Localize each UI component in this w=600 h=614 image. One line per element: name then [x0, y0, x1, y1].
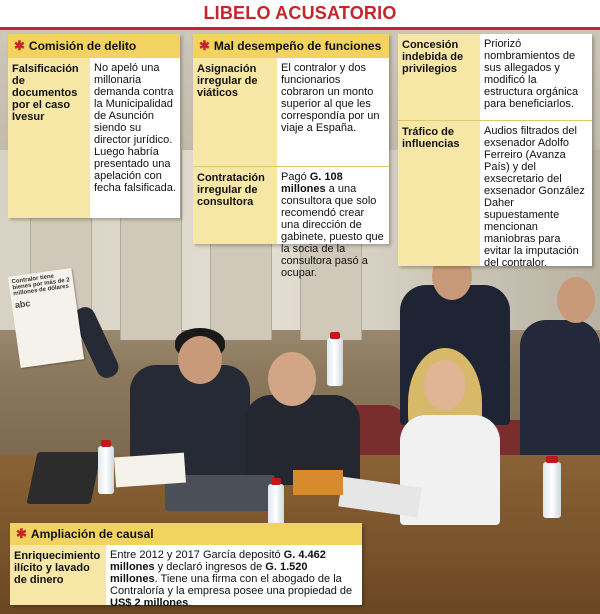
enriquecimiento-text-2: y declaró ingresos de	[154, 561, 266, 573]
page-title: LIBELO ACUSATORIO	[203, 3, 397, 23]
bottle-cap	[101, 440, 111, 447]
water-bottle	[543, 462, 561, 518]
viaticos-text: El contralor y dos funcionarios cobraron un monto superior al que les correspondía por un viaje a España.	[281, 62, 380, 134]
concesion-text: Priorizó nombramientos de sus allegados y modificó la estructura orgánica para beneficiarlos.	[484, 38, 579, 110]
mal-desempeno-header	[193, 34, 389, 58]
consultora-amount: G. 108 millones	[281, 171, 343, 195]
tablet	[26, 452, 101, 504]
enriquecimiento-label: Enriquecimiento ilícito y lavado de dinero	[10, 545, 106, 605]
consultora-text-post: a una consultora que solo recomendó crear una dirección de gabinete, puesto que la socia de la consultora pasó a ocupar.	[281, 183, 384, 279]
asterisk-icon: ✱	[14, 38, 25, 53]
mal-desempeno-header-text: Mal desempeño de funciones	[213, 39, 382, 53]
comision-box	[8, 34, 180, 218]
enriquecimiento-text-1: Entre 2012 y 2017 García depositó	[110, 549, 284, 561]
bottle-cap	[330, 332, 340, 339]
water-bottle	[98, 446, 114, 494]
concesion-box	[398, 34, 592, 269]
newspaper	[8, 268, 84, 368]
comision-header-text: Comisión de delito	[28, 39, 137, 53]
newspaper-masthead: abc	[14, 298, 31, 311]
ampliacion-header	[10, 523, 362, 545]
deposit-amount: G. 4.462 millones	[110, 549, 326, 573]
income-amount: G. 1.520 millones	[110, 561, 308, 585]
comision-label: Falsificación de documentos por el caso Ivesur	[8, 58, 90, 218]
newspaper-headline: Contralor tiene bienes por más de 2 millones de dólares	[11, 273, 71, 298]
asterisk-icon: ✱	[199, 38, 210, 53]
bottle-cap	[271, 478, 281, 485]
comision-header	[8, 34, 180, 58]
comision-text: No apeló una millonaria demanda contra la Municipalidad de Asunción siendo su director jurídico. Luego habría presentado una apelación con fecha falsificada.	[94, 62, 176, 194]
enriquecimiento-text-3: . Tiene una firma con el abogado de la Contraloría y la empresa posee una propiedad de	[110, 573, 353, 597]
enriquecimiento-text-4: .	[188, 597, 192, 609]
viaticos-label: Asignación irregular de viáticos	[193, 58, 277, 166]
ampliacion-box	[10, 523, 362, 609]
property-amount: US$ 2 millones	[110, 597, 189, 609]
consultora-text-pre: Pagó	[281, 171, 310, 183]
consultora-text	[277, 167, 389, 279]
document	[114, 453, 186, 488]
trafico-text: Audios filtrados del exsenador Adolfo Ferreiro (Avanza País) y del exsecretario del exsenador González Daher supuestamente mencionan maniobras para evitar la imputación del contralor.	[484, 125, 585, 269]
trafico-label: Tráfico de influencias	[398, 121, 480, 266]
consultora-label: Contratación irregular de consultora	[193, 167, 277, 244]
ampliacion-header-text: Ampliación de causal	[30, 527, 154, 541]
bottle-cap	[546, 456, 558, 463]
enriquecimiento-text	[106, 545, 362, 609]
water-bottle	[327, 338, 343, 386]
mal-desempeno-box	[193, 34, 389, 279]
concesion-label: Concesión indebida de privilegios	[398, 34, 480, 120]
asterisk-icon: ✱	[16, 526, 27, 541]
folder	[293, 470, 343, 495]
